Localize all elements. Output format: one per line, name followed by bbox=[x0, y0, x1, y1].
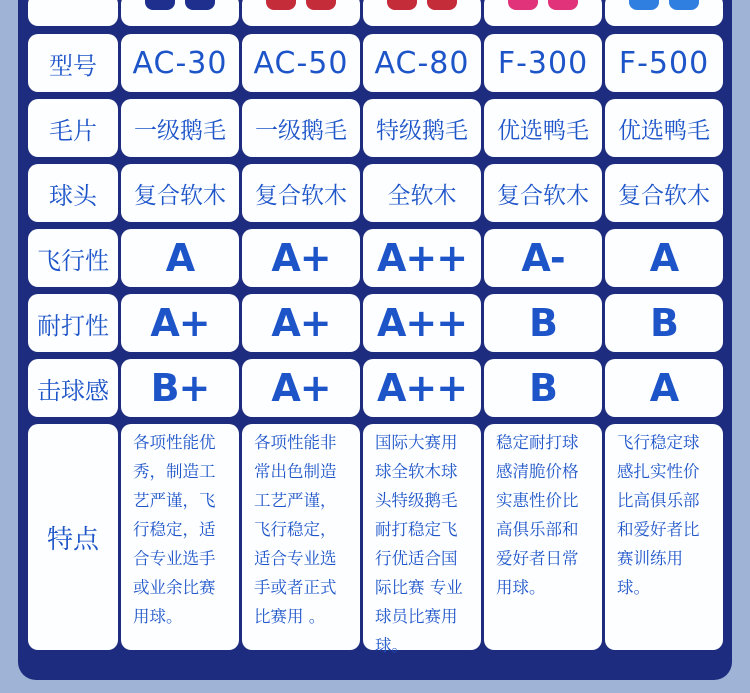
shuttle-tube-icon bbox=[306, 0, 336, 10]
head-row bbox=[28, 164, 724, 222]
head-label: 球头 bbox=[28, 164, 118, 222]
shuttle-tube-icon bbox=[548, 0, 578, 10]
model-name: AC-30 bbox=[121, 34, 239, 92]
model-label: 型号 bbox=[28, 34, 118, 92]
durability-grade: B bbox=[605, 294, 723, 352]
feature-text: 各项性能非常出色制造工艺严谨，飞行稳定，适合专业选手或者正式比赛用 。 bbox=[242, 424, 360, 650]
product-image bbox=[605, 0, 723, 26]
product-image bbox=[484, 0, 602, 26]
flight-grade: A bbox=[605, 229, 723, 287]
model-name: AC-50 bbox=[242, 34, 360, 92]
durability-grade: B bbox=[484, 294, 602, 352]
feature-text: 稳定耐打球感清脆价格实惠性价比高俱乐部和爱好者日常用球。 bbox=[484, 424, 602, 650]
shuttle-tube-icon bbox=[266, 0, 296, 10]
feature-text: 飞行稳定球感扎实性价比高俱乐部和爱好者比赛训练用球。 bbox=[605, 424, 723, 650]
shuttle-tube-icon bbox=[387, 0, 417, 10]
feel-label: 击球感 bbox=[28, 359, 118, 417]
shuttle-tube-icon bbox=[185, 0, 215, 10]
model-name: F-300 bbox=[484, 34, 602, 92]
feel-grade: B+ bbox=[121, 359, 239, 417]
durability-grade: A++ bbox=[363, 294, 481, 352]
product-image-row bbox=[28, 0, 724, 26]
flight-grade: A+ bbox=[242, 229, 360, 287]
flight-grade: A++ bbox=[363, 229, 481, 287]
feel-row bbox=[28, 359, 724, 417]
product-image bbox=[363, 0, 481, 26]
durability-grade: A+ bbox=[121, 294, 239, 352]
image-row-label bbox=[28, 0, 118, 26]
product-image bbox=[242, 0, 360, 26]
shuttle-tube-icon bbox=[669, 0, 699, 10]
feel-grade: A++ bbox=[363, 359, 481, 417]
head-value: 复合软木 bbox=[484, 164, 602, 222]
shuttle-tube-icon bbox=[629, 0, 659, 10]
head-value: 复合软木 bbox=[121, 164, 239, 222]
head-value: 复合软木 bbox=[605, 164, 723, 222]
feature-text: 国际大赛用球全软木球头特级鹅毛耐打稳定飞行优适合国际比赛 专业球员比赛用球。 bbox=[363, 424, 481, 650]
shuttle-tube-icon bbox=[145, 0, 175, 10]
flight-grade: A- bbox=[484, 229, 602, 287]
feather-value: 一级鹅毛 bbox=[121, 99, 239, 157]
model-row bbox=[28, 34, 724, 92]
durability-row bbox=[28, 294, 724, 352]
durability-label: 耐打性 bbox=[28, 294, 118, 352]
feather-label: 毛片 bbox=[28, 99, 118, 157]
feel-grade: A+ bbox=[242, 359, 360, 417]
feel-grade: B bbox=[484, 359, 602, 417]
shuttle-tube-icon bbox=[508, 0, 538, 10]
feather-value: 优选鸭毛 bbox=[484, 99, 602, 157]
feather-value: 特级鹅毛 bbox=[363, 99, 481, 157]
features-label: 特点 bbox=[28, 424, 118, 650]
feather-row bbox=[28, 99, 724, 157]
features-row bbox=[28, 424, 724, 655]
feature-text: 各项性能优秀，制造工艺严谨，飞行稳定，适合专业选手或业余比赛用球。 bbox=[121, 424, 239, 650]
flight-label: 飞行性 bbox=[28, 229, 118, 287]
shuttle-tube-icon bbox=[427, 0, 457, 10]
head-value: 复合软木 bbox=[242, 164, 360, 222]
comparison-table bbox=[28, 0, 724, 655]
feel-grade: A bbox=[605, 359, 723, 417]
model-name: AC-80 bbox=[363, 34, 481, 92]
product-image bbox=[121, 0, 239, 26]
flight-grade: A bbox=[121, 229, 239, 287]
feather-value: 优选鸭毛 bbox=[605, 99, 723, 157]
feather-value: 一级鹅毛 bbox=[242, 99, 360, 157]
flight-row bbox=[28, 229, 724, 287]
durability-grade: A+ bbox=[242, 294, 360, 352]
head-value: 全软木 bbox=[363, 164, 481, 222]
model-name: F-500 bbox=[605, 34, 723, 92]
